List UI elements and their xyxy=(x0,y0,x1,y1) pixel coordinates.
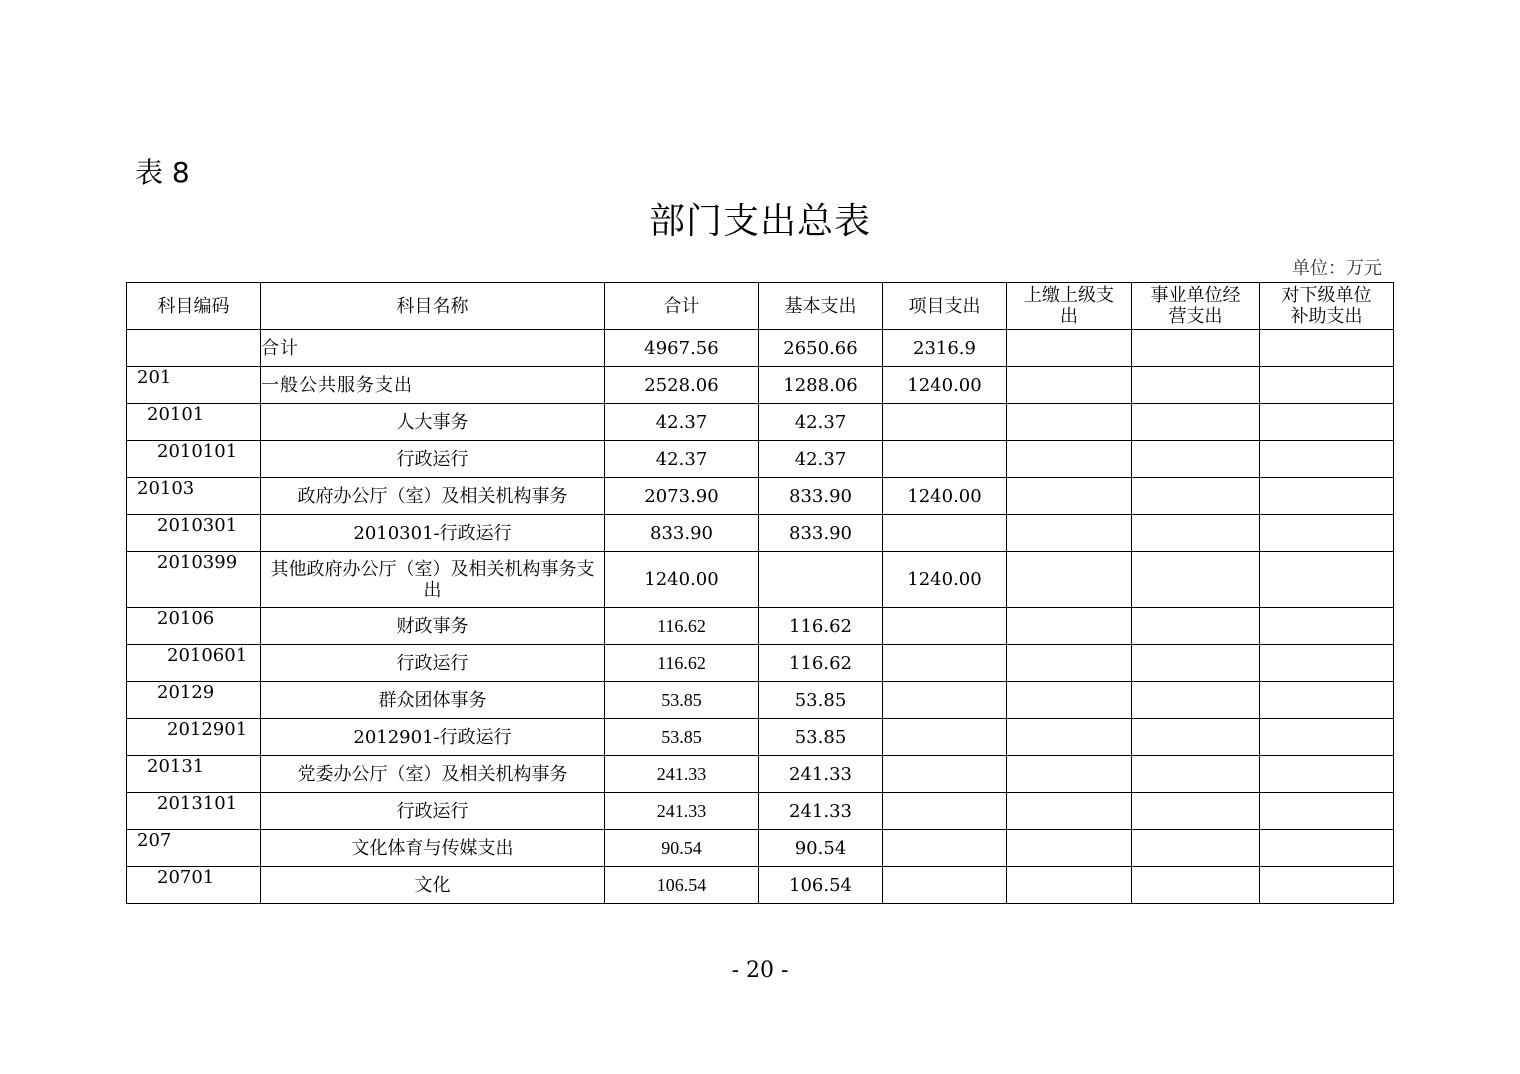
cell-total: 2528.06 xyxy=(605,367,759,404)
cell-biz xyxy=(1132,404,1260,441)
cell-name: 行政运行 xyxy=(261,793,605,830)
cell-biz xyxy=(1132,793,1260,830)
cell-total: 42.37 xyxy=(605,441,759,478)
cell-project xyxy=(883,793,1007,830)
cell-biz xyxy=(1132,719,1260,756)
header-code: 科目编码 xyxy=(127,283,261,330)
cell-basic: 1288.06 xyxy=(759,367,883,404)
cell-total: 4967.56 xyxy=(605,330,759,367)
cell-basic: 106.54 xyxy=(759,867,883,904)
cell-sub xyxy=(1260,404,1394,441)
cell-basic: 116.62 xyxy=(759,608,883,645)
table-row xyxy=(127,719,1394,756)
code-text: 20131 xyxy=(147,756,205,777)
cell-up xyxy=(1007,830,1132,867)
cell-total: 53.85 xyxy=(605,682,759,719)
cell-up xyxy=(1007,552,1132,608)
table-row xyxy=(127,608,1394,645)
cell-project xyxy=(883,608,1007,645)
cell-sub xyxy=(1260,552,1394,608)
cell-total: 2073.90 xyxy=(605,478,759,515)
cell-name: 一般公共服务支出 xyxy=(261,367,605,404)
cell-up xyxy=(1007,478,1132,515)
header-upper: 上缴上级支出 xyxy=(1007,283,1132,330)
code-text: 2010399 xyxy=(157,552,238,573)
cell-basic: 90.54 xyxy=(759,830,883,867)
table-body xyxy=(127,330,1394,904)
cell-name: 合计 xyxy=(261,330,605,367)
cell-total: 241.33 xyxy=(605,793,759,830)
code-text: 20101 xyxy=(147,404,205,425)
cell-basic: 53.85 xyxy=(759,682,883,719)
cell-basic: 833.90 xyxy=(759,478,883,515)
cell-sub xyxy=(1260,330,1394,367)
cell-code xyxy=(127,830,261,867)
cell-biz xyxy=(1132,608,1260,645)
table-row xyxy=(127,367,1394,404)
cell-code xyxy=(127,515,261,552)
table-row xyxy=(127,515,1394,552)
cell-name: 行政运行 xyxy=(261,645,605,682)
code-text: 2010301 xyxy=(157,515,238,536)
cell-sub xyxy=(1260,608,1394,645)
cell-name: 文化 xyxy=(261,867,605,904)
cell-basic: 241.33 xyxy=(759,756,883,793)
cell-basic: 116.62 xyxy=(759,645,883,682)
cell-sub xyxy=(1260,367,1394,404)
cell-sub xyxy=(1260,478,1394,515)
cell-up xyxy=(1007,793,1132,830)
cell-sub xyxy=(1260,830,1394,867)
header-total: 合计 xyxy=(605,283,759,330)
cell-code xyxy=(127,441,261,478)
cell-biz xyxy=(1132,867,1260,904)
cell-total: 42.37 xyxy=(605,404,759,441)
table-row xyxy=(127,682,1394,719)
code-text: 2012901 xyxy=(167,719,248,740)
cell-code xyxy=(127,330,261,367)
table-row xyxy=(127,830,1394,867)
cell-up xyxy=(1007,608,1132,645)
table-label: 表 8 xyxy=(135,156,190,189)
table-row xyxy=(127,330,1394,367)
cell-biz xyxy=(1132,515,1260,552)
page-title: 部门支出总表 xyxy=(648,201,871,242)
code-text: 2013101 xyxy=(157,793,238,814)
cell-total: 116.62 xyxy=(605,645,759,682)
cell-code xyxy=(127,719,261,756)
cell-biz xyxy=(1132,756,1260,793)
cell-total: 53.85 xyxy=(605,719,759,756)
cell-up xyxy=(1007,756,1132,793)
cell-project: 1240.00 xyxy=(883,552,1007,608)
expenditure-table xyxy=(126,282,1394,904)
cell-up xyxy=(1007,404,1132,441)
cell-name: 2010301-行政运行 xyxy=(261,515,605,552)
cell-name: 2012901-行政运行 xyxy=(261,719,605,756)
cell-basic: 241.33 xyxy=(759,793,883,830)
cell-up xyxy=(1007,682,1132,719)
header-subsidy: 对下级单位补助支出 xyxy=(1260,283,1394,330)
table-row xyxy=(127,867,1394,904)
cell-code xyxy=(127,682,261,719)
cell-biz xyxy=(1132,330,1260,367)
cell-project xyxy=(883,515,1007,552)
cell-basic: 833.90 xyxy=(759,515,883,552)
cell-up xyxy=(1007,719,1132,756)
cell-biz xyxy=(1132,441,1260,478)
code-text: 20129 xyxy=(157,682,215,703)
cell-project xyxy=(883,756,1007,793)
cell-basic: 53.85 xyxy=(759,719,883,756)
header-name: 科目名称 xyxy=(261,283,605,330)
cell-up xyxy=(1007,441,1132,478)
cell-name: 其他政府办公厅（室）及相关机构事务支出 xyxy=(261,552,605,608)
cell-biz xyxy=(1132,478,1260,515)
cell-code xyxy=(127,645,261,682)
cell-project: 2316.9 xyxy=(883,330,1007,367)
cell-name: 行政运行 xyxy=(261,441,605,478)
code-text: 2010101 xyxy=(157,441,238,462)
code-text: 20103 xyxy=(137,478,195,499)
cell-code xyxy=(127,478,261,515)
table-row xyxy=(127,793,1394,830)
cell-sub xyxy=(1260,441,1394,478)
header-project: 项目支出 xyxy=(883,283,1007,330)
cell-biz xyxy=(1132,552,1260,608)
cell-sub xyxy=(1260,515,1394,552)
table-row xyxy=(127,756,1394,793)
table-row xyxy=(127,441,1394,478)
cell-biz xyxy=(1132,682,1260,719)
code-text: 201 xyxy=(137,367,172,388)
cell-code xyxy=(127,367,261,404)
cell-total: 833.90 xyxy=(605,515,759,552)
cell-project: 1240.00 xyxy=(883,478,1007,515)
cell-name: 人大事务 xyxy=(261,404,605,441)
cell-basic: 42.37 xyxy=(759,404,883,441)
cell-project xyxy=(883,867,1007,904)
cell-up xyxy=(1007,330,1132,367)
cell-code xyxy=(127,756,261,793)
cell-name: 文化体育与传媒支出 xyxy=(261,830,605,867)
cell-biz xyxy=(1132,645,1260,682)
cell-code xyxy=(127,552,261,608)
cell-code xyxy=(127,793,261,830)
cell-name: 财政事务 xyxy=(261,608,605,645)
table-row xyxy=(127,552,1394,608)
table-row xyxy=(127,404,1394,441)
cell-code xyxy=(127,404,261,441)
cell-total: 106.54 xyxy=(605,867,759,904)
cell-sub xyxy=(1260,867,1394,904)
header-business: 事业单位经营支出 xyxy=(1132,283,1260,330)
cell-up xyxy=(1007,645,1132,682)
cell-project xyxy=(883,441,1007,478)
cell-sub xyxy=(1260,793,1394,830)
cell-up xyxy=(1007,515,1132,552)
cell-up xyxy=(1007,367,1132,404)
header-row xyxy=(127,283,1394,330)
cell-project xyxy=(883,719,1007,756)
cell-up xyxy=(1007,867,1132,904)
cell-total: 241.33 xyxy=(605,756,759,793)
header-basic: 基本支出 xyxy=(759,283,883,330)
cell-biz xyxy=(1132,367,1260,404)
cell-sub xyxy=(1260,645,1394,682)
unit-label: 单位：万元 xyxy=(1292,258,1382,279)
cell-code xyxy=(127,608,261,645)
cell-total: 90.54 xyxy=(605,830,759,867)
cell-basic: 2650.66 xyxy=(759,330,883,367)
cell-name: 党委办公厅（室）及相关机构事务 xyxy=(261,756,605,793)
page-number: - 20 - xyxy=(731,958,789,983)
cell-code xyxy=(127,867,261,904)
cell-total: 116.62 xyxy=(605,608,759,645)
cell-project: 1240.00 xyxy=(883,367,1007,404)
cell-sub xyxy=(1260,719,1394,756)
cell-basic: 42.37 xyxy=(759,441,883,478)
cell-total: 1240.00 xyxy=(605,552,759,608)
code-text: 2010601 xyxy=(167,645,248,666)
code-text: 20701 xyxy=(157,867,215,888)
cell-name: 群众团体事务 xyxy=(261,682,605,719)
cell-project xyxy=(883,682,1007,719)
code-text: 207 xyxy=(137,830,172,851)
cell-name: 政府办公厅（室）及相关机构事务 xyxy=(261,478,605,515)
cell-biz xyxy=(1132,830,1260,867)
cell-basic xyxy=(759,552,883,608)
code-text: 20106 xyxy=(157,608,215,629)
cell-project xyxy=(883,830,1007,867)
cell-project xyxy=(883,645,1007,682)
table-row xyxy=(127,645,1394,682)
cell-sub xyxy=(1260,682,1394,719)
cell-project xyxy=(883,404,1007,441)
table-row xyxy=(127,478,1394,515)
cell-sub xyxy=(1260,756,1394,793)
